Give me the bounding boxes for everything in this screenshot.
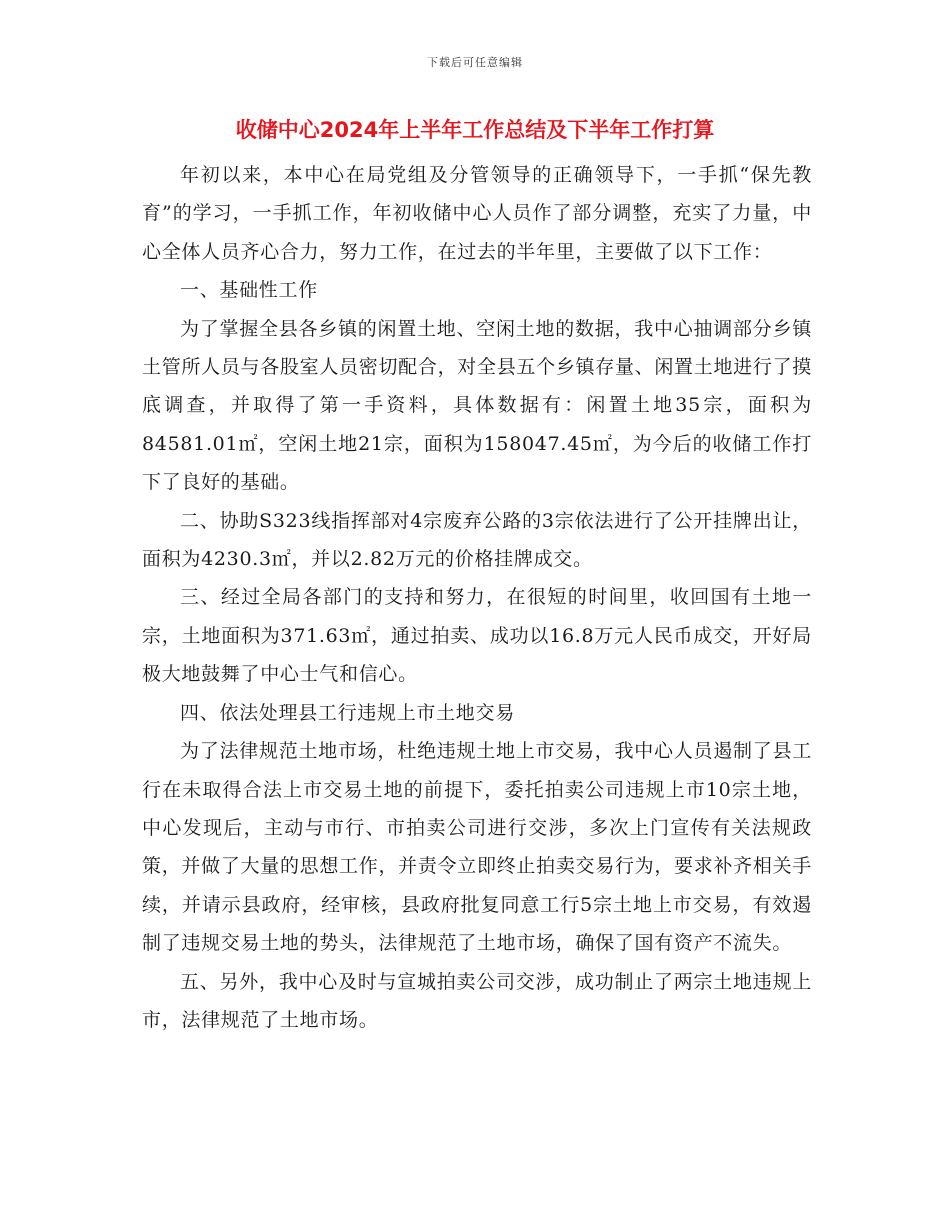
paragraph-section-5: 五、另外，我中心及时与宣城拍卖公司交涉，成功制止了两宗土地违规上市，法律规范了土地市场。 [142, 970, 812, 1031]
paragraph-section-2: 二、协助S323线指挥部对4宗废弃公路的3宗依法进行了公开挂牌出让，面积为4230.3㎡，并以2.82万元的价格挂牌成交。 [142, 509, 812, 571]
section-heading-4: 四、依法处理县工行违规上市土地交易 [180, 701, 515, 724]
section-heading-1: 一、基础性工作 [180, 279, 318, 302]
paragraph-bank-land: 为了法律规范土地市场，杜绝违规土地上市交易，我中心人员遏制了县工行在未取得合法上市交易土地的前提下，委托拍卖公司违规上市10宗土地，中心发现后，主动与市行、市拍卖公司进行交涉，多次上门宣传有关法规政策，并做了大量的思想工作，并责令立即终止拍卖交易行为，要求补齐相关手续，并请示县政府，经审核，县政府批复同意工行5宗土地上市交易，有效遏制了违规交易土地的势头，法律规范了土地市场，确保了国有资产不流失。 [142, 740, 812, 955]
document-title: 收储中心2024年上半年工作总结及下半年工作打算 [235, 118, 715, 142]
paragraph-survey: 为了掌握全县各乡镇的闲置土地、空闲土地的数据，我中心抽调部分乡镇土管所人员与各股室人员密切配合，对全县五个乡镇存量、闲置土地进行了摸底调查，并取得了第一手资料，具体数据有：闲置土地35宗，面积为84581.01㎡，空闲土地21宗，面积为158047.45㎡，为今后的收储工作打下了良好的基础。 [142, 317, 812, 494]
document-body [142, 156, 812, 1039]
header-note: 下载后可任意编辑 [427, 56, 523, 69]
paragraph-section-3: 三、经过全局各部门的支持和努力，在很短的时间里，收回国有土地一宗，土地面积为371.63㎡，通过拍卖、成功以16.8万元人民币成交，开好局极大地鼓舞了中心士气和信心。 [142, 586, 812, 686]
paragraph-intro: 年初以来，本中心在局党组及分管领导的正确领导下，一手抓“保先教育”的学习，一手抓工作，年初收储中心人员作了部分调整，充实了力量，中心全体人员齐心合力，努力工作，在过去的半年里，主要做了以下工作： [142, 164, 812, 263]
